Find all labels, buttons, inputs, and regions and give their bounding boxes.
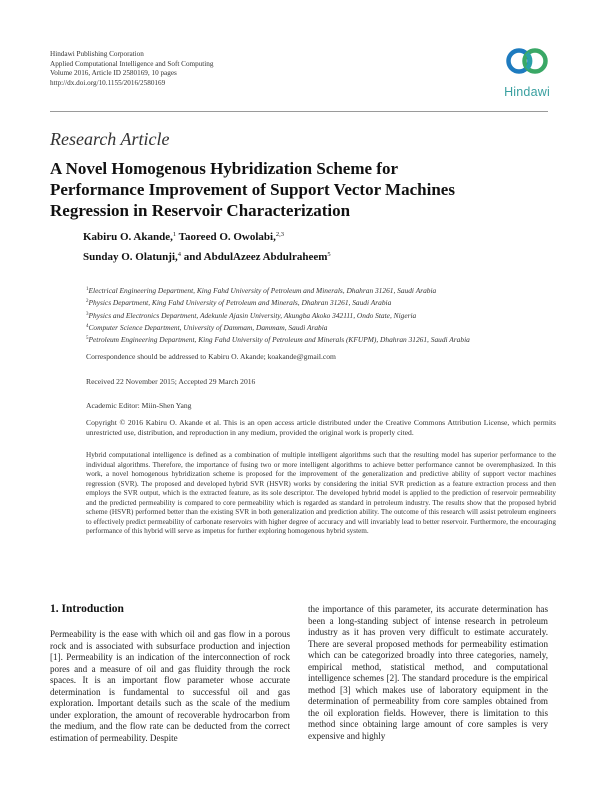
affiliation-number: 2 [86, 299, 89, 305]
doi-link[interactable]: http://dx.doi.org/10.1155/2016/2580169 [50, 78, 166, 87]
publisher-name: Hindawi Publishing Corporation [50, 50, 144, 58]
affiliation-text: Physics Department, King Fahd University of Petroleum and Minerals, Dhahran 31261, Saudi Arabia [88, 298, 392, 308]
volume-info: Volume 2016, Article ID 2580169, 10 pages [50, 69, 177, 78]
correspondence-note: Correspondence should be addressed to Kabiru O. Akande; koakande@gmail.com [86, 352, 336, 361]
affiliation-item [86, 309, 556, 321]
author-affil-ref: 2,3 [275, 231, 284, 238]
affiliation-number: 1 [86, 287, 89, 292]
received-dates: Received 22 November 2015; Accepted 29 March 2016 [86, 377, 256, 386]
affiliation-number: 5 [86, 336, 89, 342]
header-divider [50, 111, 548, 112]
author-name: Taoreed O. Owolabi, [178, 231, 276, 243]
body-column-left [50, 629, 290, 744]
title-line: A Novel Homogenous Hybridization Scheme for [50, 159, 399, 178]
author-name: and AbdulAzeez Abdulraheem [183, 251, 328, 263]
affiliation-item [86, 321, 556, 333]
affiliation-number: 4 [86, 323, 89, 329]
title-line: Regression in Reservoir Characterization [50, 201, 351, 220]
journal-header [50, 50, 214, 88]
affiliation-text: Computer Science Department, University of Dammam, Dammam, Saudi Arabia [88, 322, 328, 332]
affiliation-text: Physics and Electronics Department, Adekunle Ajasin University, Akungba Akoko 342111, Ondo State, Nigeria [88, 310, 417, 320]
article-title [50, 158, 530, 221]
body-column-right [308, 604, 548, 742]
hindawi-logo-icon [504, 45, 550, 85]
copyright-notice: Copyright © 2016 Kabiru O. Akande et al. This is an open access article distributed under the Creative Commons Attribution License, which permits unrestricted use, distribution, and reproduction in any medium, provided the original work is properly cited. [86, 418, 556, 437]
author-affil-ref: 1 [172, 231, 177, 238]
abstract-text: Hybrid computational intelligence is defined as a combination of multiple intelligent algorithms such that the resulting model has superior performance to the individual algorithms. Therefore, the importance of fusing two or more intelligent algorithms to achieve better performance cannot be overemphasized. In this work, a novel homogenous hybridization scheme is proposed for the improvement of the generalization and predictive ability of support vector machines regression (SVR). The proposed and developed hybrid SVR (HSVR) works by considering the initial SVR prediction as a feature extraction process and then employs the SVR output, which is the extracted feature, as its sole descriptor. The developed hybrid model is applied to the prediction of reservoir permeability and the predicted permeability is compared to core permeability which is regarded as standard in petroleum industry. The results show that the proposed hybrid scheme (HSVR) performed better than the existing SVR in both generalization and prediction ability. The outcome of this research will assist petroleum engineers to effectively predict permeability of carbonate reservoirs with higher degree of accuracy and will invariably lead to better reservoir. Furthermore, the encouraging performance of this hybrid will serve as impetus for further exploring homogenous hybrid system. [86, 451, 556, 536]
title-line: Performance Improvement of Support Vector Machines [50, 180, 455, 199]
journal-name: Applied Computational Intelligence and Soft Computing [50, 59, 214, 68]
affiliation-item [86, 284, 556, 296]
academic-editor: Academic Editor: Miin-Shen Yang [86, 401, 192, 410]
affiliation-text: Electrical Engineering Department, King Fahd University of Petroleum and Minerals, Dhahran 31261, Saudi Arabia [88, 286, 437, 295]
affiliation-text: Petroleum Engineering Department, King Fahd University of Petroleum and Minerals (KFUPM), Dhahran 31261, Saudi Arabia [88, 335, 470, 345]
hindawi-logo [497, 45, 557, 107]
article-type: Research Article [50, 129, 170, 149]
author-list [83, 226, 523, 266]
author-name: Sunday O. Olatunji, [83, 251, 178, 263]
affiliation-number: 3 [86, 311, 89, 317]
hindawi-logo-text: Hindawi [504, 85, 550, 99]
intro-paragraph-continued: the importance of this parameter, its accurate determination has been a long-standing subject of intense research in petroleum industry as it has proven very difficult to estimate accurately. There are several proposed methods for permeability estimation which can be categorized broadly into three categories, namely, empirical method, statistical method, and computational intelligence schemes [2]. The standard procedure is the empirical method [3] which makes use of laboratory equipment in the determination of permeability from core samples obtained from the oil exploration fields. However, there is limitation to this method since obtaining large amount of core samples is very expensive and highly [308, 604, 548, 741]
section-heading: 1. Introduction [50, 603, 124, 615]
author-affil-ref: 5 [327, 251, 331, 258]
affiliation-item [86, 333, 556, 345]
author-affil-ref: 4 [177, 251, 182, 258]
author-name: Kabiru O. Akande, [83, 231, 173, 243]
affiliation-item [86, 296, 556, 308]
affiliation-list [86, 284, 556, 345]
intro-paragraph: Permeability is the ease with which oil and gas flow in a porous rock and is associated with subsurface production and injection [1]. Permeability is an indication of the interconnection of rock pores and a measure of oil and gas fluidity through the rock spaces. It is an important flow parameter whose accurate determination is fundamental to successful oil and gas exploration. Important details such as the scale of the medium under exploration, the amount of recoverable hydrocarbon from the medium, and the flow rate can be deducted from the correct estimation of permeability. Despite [50, 629, 290, 743]
